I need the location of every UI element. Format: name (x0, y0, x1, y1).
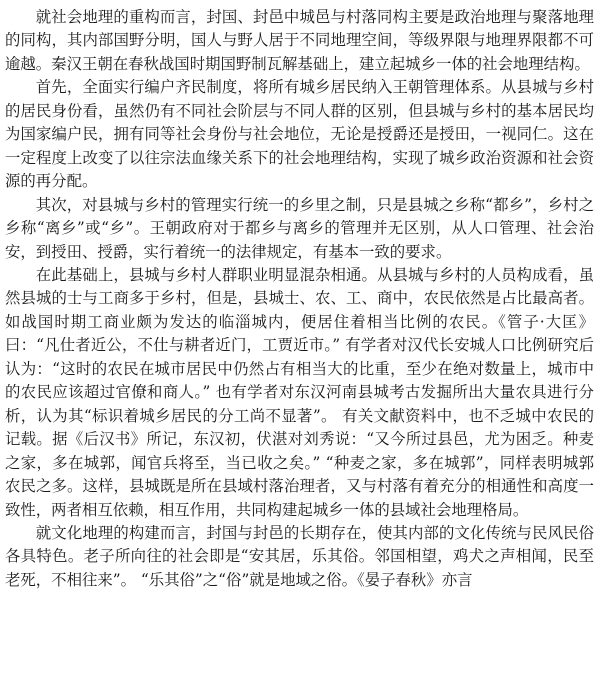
paragraph-township-system: 其次，对县城与乡村的管理实行统一的乡里之制，只是县城之乡称“都乡”，乡村之乡称“离乡”或“乡”。王朝政府对于都乡与离乡的管理并无区别，从人口管理、社会治安，到授田、授爵，实行着统一的法律规定，有基本一致的要求。 (5, 195, 594, 261)
paragraph-social-geography: 就社会地理的重构而言，封国、封邑中城邑与村落同构主要是政治地理与聚落地理的同构，其内部国野分明，国人与野人居于不同地理空间，等级界限与地理界限都不可逾越。秦汉王朝在春秋战国时期国野制瓦解基础上，建立起城乡一体的社会地理结构。 (5, 8, 594, 73)
paragraph-household-registration: 首先，全面实行编户齐民制度，将所有城乡居民纳入王朝管理体系。从县城与乡村的居民身份看，虽然仍有不同社会阶层与不同人群的区别，但县城与乡村的基本居民均为国家编户民，拥有同等社会身份与社会地位，无论是授爵还是授田，一视同仁。这在一定程度上改变了以往宗法血缘关系下的社会地理结构，实现了城乡政治资源和社会资源的再分配。 (5, 78, 594, 191)
paragraph-cultural-geography: 就文化地理的构建而言，封国与封邑的长期存在，使其内部的文化传统与民风民俗各具特色。老子所向往的社会即是“安其居，乐其俗。邻国相望，鸡犬之声相闻，民至老死，不相往来”。 “乐其俗”之“俗”就是地域之俗。《晏子春秋》亦言 (5, 523, 594, 589)
paragraph-urban-rural-occupations: 在此基础上，县城与乡村人群职业明显混杂相通。从县城与乡村的人员构成看，虽然县城的士与工商多于乡村，但是，县城士、农、工、商中，农民依然是占比最高者。 如战国时期工商业颇为发达的临淄城内，便居住着相当比例的农民。《管子·大匡》曰：“凡仕者近公，不仕与耕者近门，工贾近市。” 有学者对汉代长安城人口比例研究后认为：“这时的农民在城市居民中仍然占有相当大的比重，至少在绝对数量上，城市中的农民应该超过官僚和商人。” 也有学者对东汉河南县城考古发掘所出大量农具进行分析，认为其“标识着城乡居民的分工尚不显著”。 有关文献资料中，也不乏城中农民的记载。据《后汉书》所记，东汉初，伏湛对刘秀说：“又今所过县邑，尤为困乏。种麦之家，多在城郭，闻官兵将至，当已收之矣。” “种麦之家，多在城郭”，同样表明城郭农民之多。这样，县城既是所在县域村落治理者，又与村落有着充分的相通性和高度一致性，两者相互依赖，相互作用，共同构建起城乡一体的县域社会地理格局。 (5, 265, 594, 519)
article-page (5, 6, 594, 592)
